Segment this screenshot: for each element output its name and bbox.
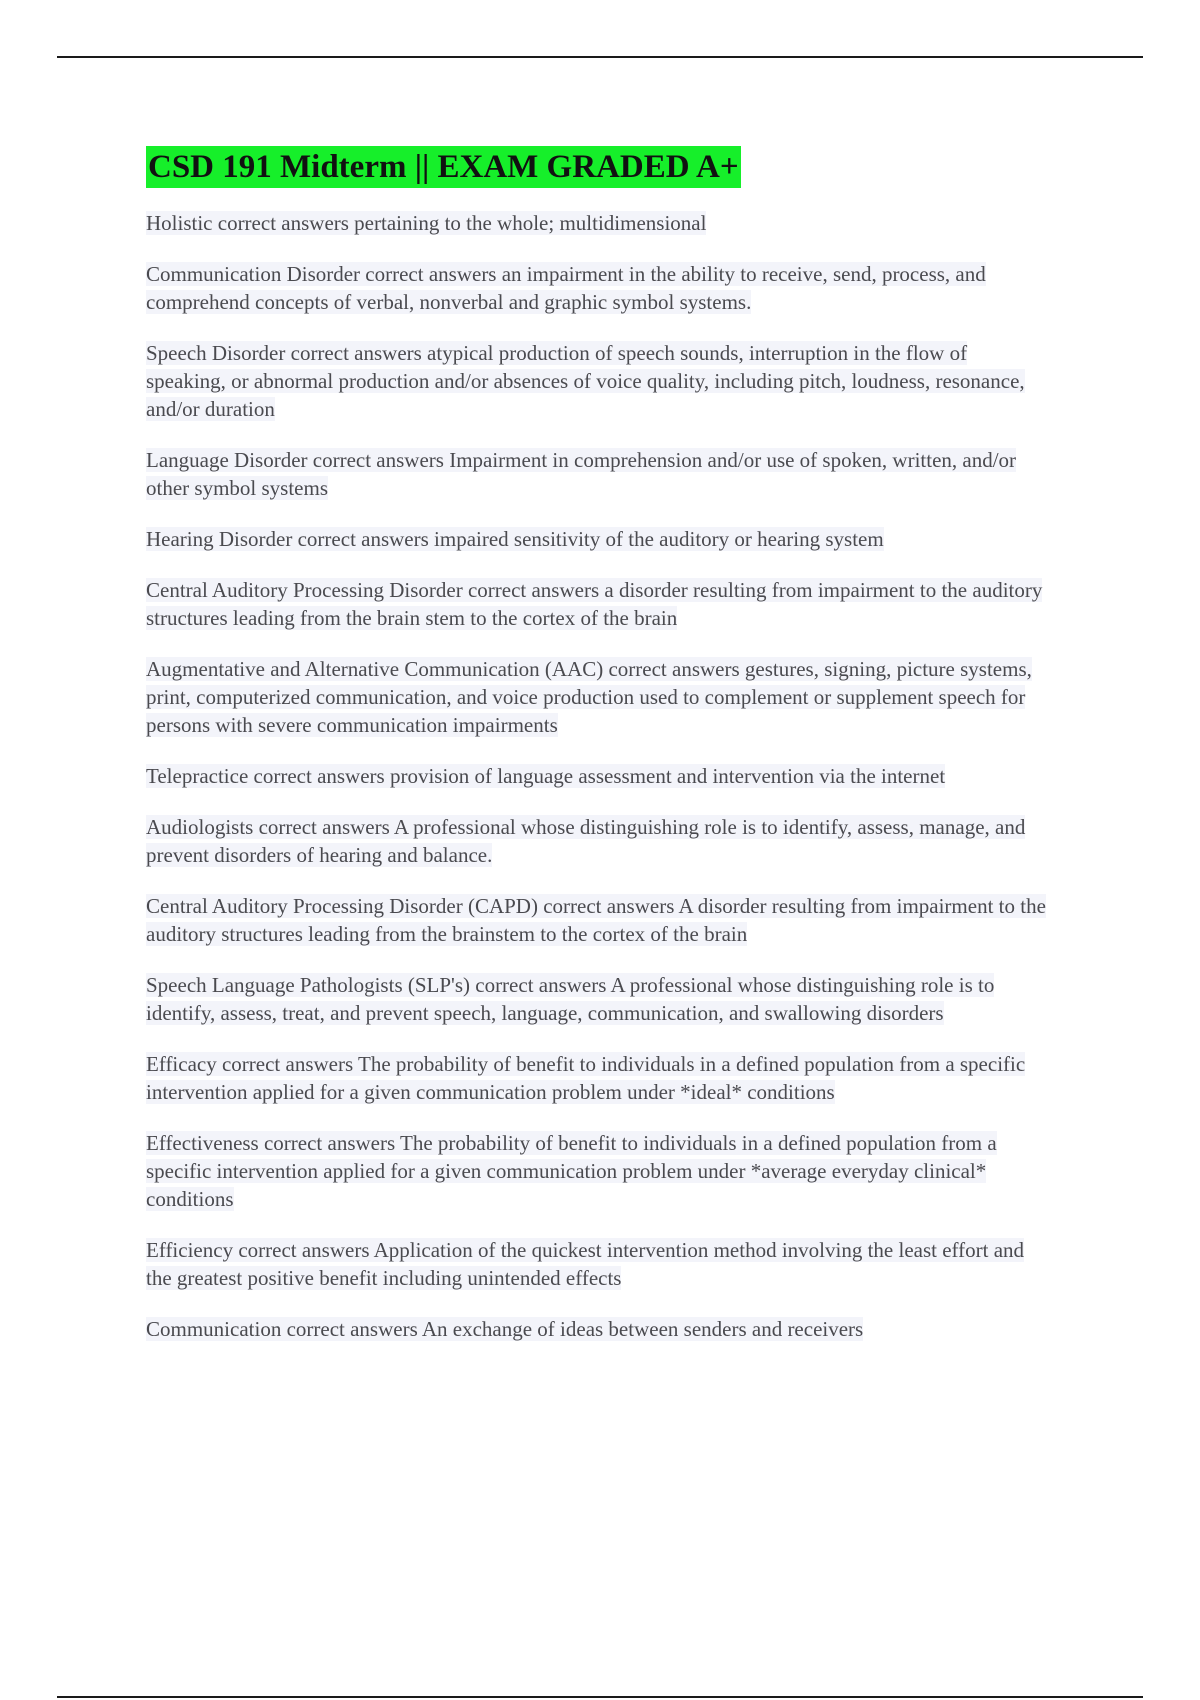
top-rule: [57, 56, 1143, 58]
entry-text: Effectiveness correct answers The probability of benefit to individuals in a defined population from a specific intervention applied for a given communication problem under *average everyday clinical* conditions: [146, 1131, 997, 1211]
bottom-rule: [57, 1696, 1143, 1698]
entry-efficacy: [146, 1050, 1046, 1106]
entry-text: Speech Disorder correct answers atypical production of speech sounds, interruption in the flow of speaking, or abnormal production and/or absences of voice quality, including pitch, loudness, resonance, and/or duration: [146, 341, 1025, 421]
entry-communication: [146, 1315, 1046, 1343]
entry-speech-disorder: [146, 339, 1046, 423]
entry-hearing-disorder: [146, 525, 1046, 553]
entry-text: Audiologists correct answers A professional whose distinguishing role is to identify, assess, manage, and prevent disorders of hearing and balance.: [146, 815, 1026, 867]
entry-text: Augmentative and Alternative Communication (AAC) correct answers gestures, signing, picture systems, print, computerized communication, and voice production used to complement or supplement speech for persons with severe communication impairments: [146, 657, 1032, 737]
entry-text: Language Disorder correct answers Impairment in comprehension and/or use of spoken, written, and/or other symbol systems: [146, 448, 1017, 500]
entry-central-auditory-processing-disorder: [146, 576, 1046, 632]
entry-text: Communication correct answers An exchange of ideas between senders and receivers: [146, 1317, 864, 1341]
entry-efficiency: [146, 1236, 1046, 1292]
entry-text: Telepractice correct answers provision of language assessment and intervention via the internet: [146, 764, 946, 788]
entry-text: Efficacy correct answers The probability of benefit to individuals in a defined population from a specific intervention applied for a given communication problem under *ideal* conditions: [146, 1052, 1026, 1104]
entry-audiologists: [146, 813, 1046, 869]
entry-slp: [146, 971, 1046, 1027]
entry-communication-disorder: [146, 260, 1046, 316]
entry-text: Efficiency correct answers Application of the quickest intervention method involving the least effort and the greatest positive benefit including unintended effects: [146, 1238, 1025, 1290]
entry-aac: [146, 655, 1046, 739]
entry-language-disorder: [146, 446, 1046, 502]
entry-text: Communication Disorder correct answers an impairment in the ability to receive, send, process, and comprehend concepts of verbal, nonverbal and graphic symbol systems.: [146, 262, 986, 314]
entry-effectiveness: [146, 1129, 1046, 1213]
entry-text: Central Auditory Processing Disorder correct answers a disorder resulting from impairment to the auditory structures leading from the brain stem to the cortex of the brain: [146, 578, 1043, 630]
entry-text: Hearing Disorder correct answers impaired sensitivity of the auditory or hearing system: [146, 527, 884, 551]
entry-text: Holistic correct answers pertaining to the whole; multidimensional: [146, 211, 707, 235]
entry-holistic: [146, 209, 1046, 237]
entry-text: Central Auditory Processing Disorder (CAPD) correct answers A disorder resulting from impairment to the auditory structures leading from the brainstem to the cortex of the brain: [146, 894, 1046, 946]
document-body: [146, 146, 1046, 1366]
entry-telepractice: [146, 762, 1046, 790]
document-title: CSD 191 Midterm || EXAM GRADED A+: [146, 146, 741, 188]
entry-text: Speech Language Pathologists (SLP's) correct answers A professional whose distinguishing role is to identify, assess, treat, and prevent speech, language, communication, and swallowing disorders: [146, 973, 995, 1025]
entry-capd: [146, 892, 1046, 948]
